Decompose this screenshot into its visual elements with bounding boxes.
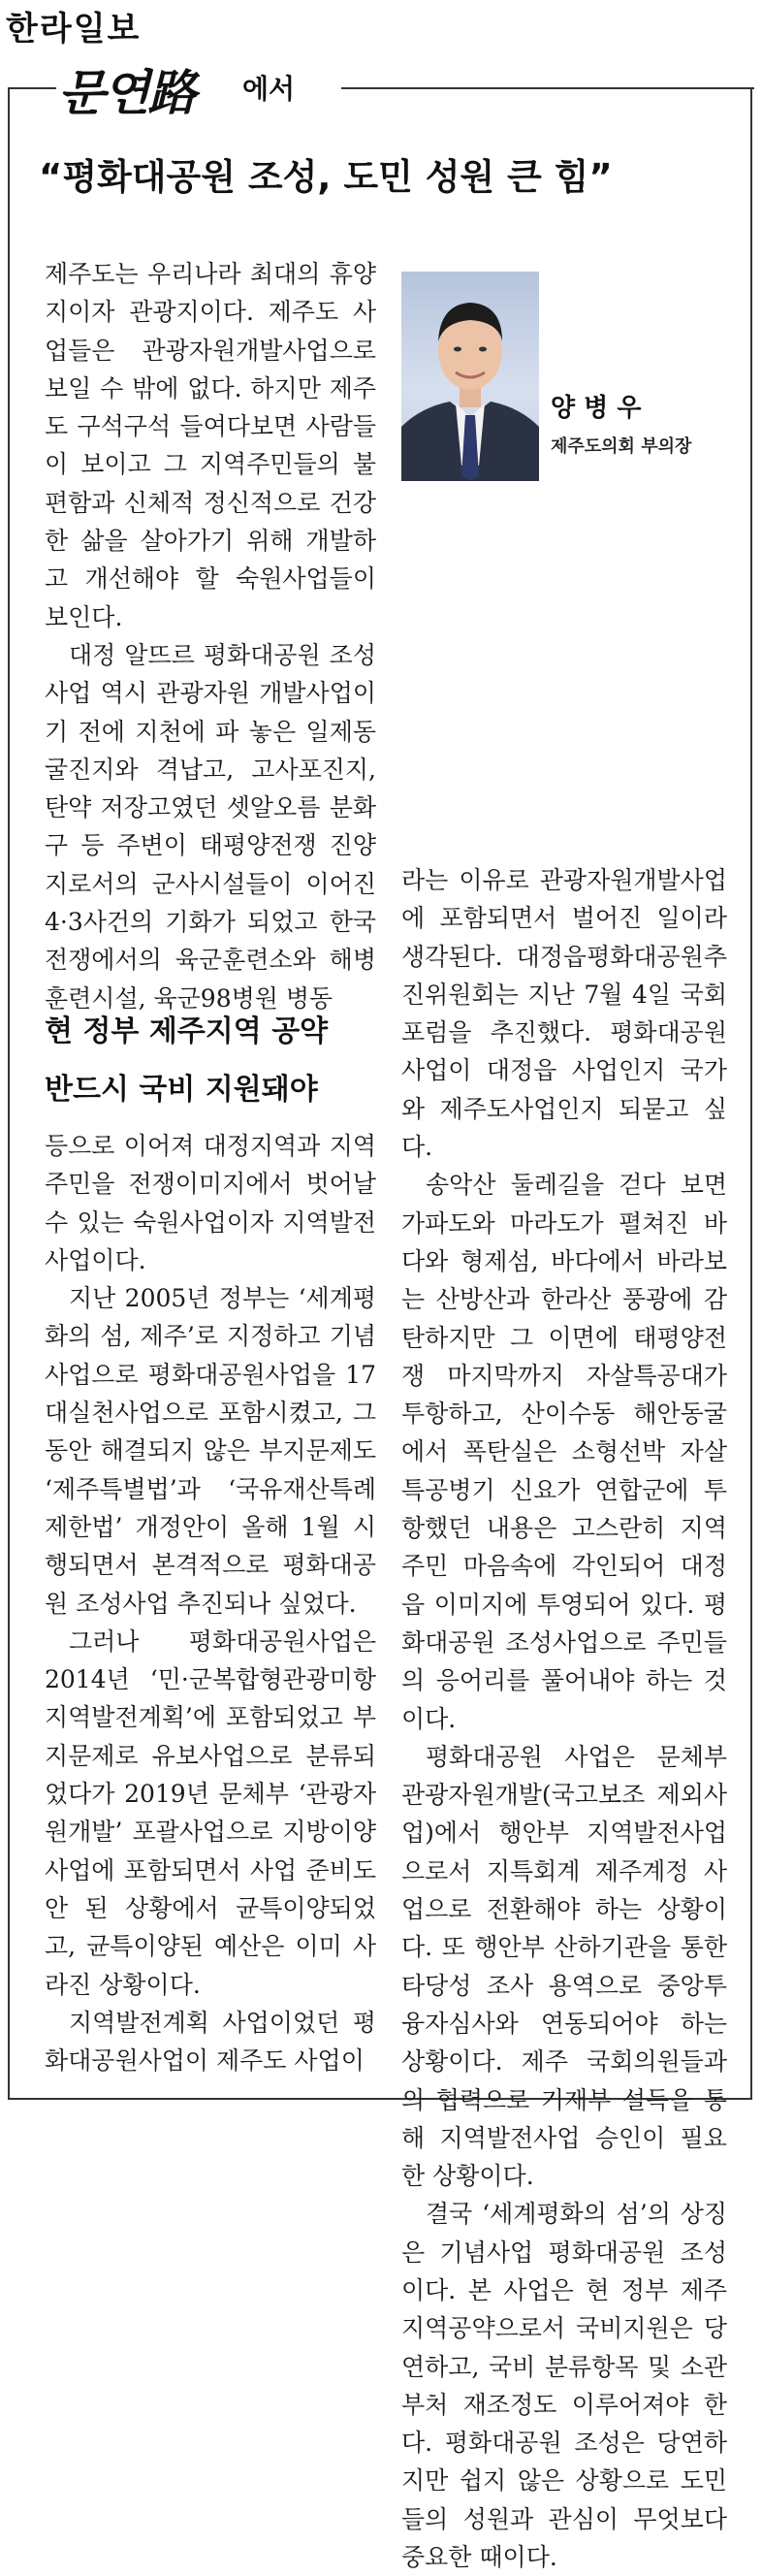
body-column-left-bottom [45,1127,376,2079]
newspaper-name: 한라일보 [6,10,142,48]
paragraph: 그러나 평화대공원사업은 2014년 ‘민·군복합형관광미항 지역발전계획’에 포함되었고 부지문제로 유보사업으로 분류되었다가 2019년 문체부 ‘관광자원개발’ 포괄사업으로 지방이양사업에 포함되면서 사업 준비도 안 된 상황에서 균특이양되었고, 균특이양된 예산은 이미 사라진 상황이다. [45,1626,376,1999]
portrait-photo-icon [401,272,539,481]
subhead-line-2: 반드시 국비 지원돼야 [45,1073,318,1107]
paragraph: 등으로 이어져 대정지역과 지역주민을 전쟁이미지에서 벗어날 수 있는 숙원사업이자 지역발전사업이다. [45,1132,376,1274]
paragraph: 지난 2005년 정부는 ‘세계평화의 섬, 제주’로 지정하고 기념사업으로 평화대공원사업을 17대실천사업으로 포함시켰고, 그동안 해결되지 않은 부지문제도 ‘제주특별법’과 ‘국유재산특례제한법’ 개정안이 올해 1월 시행되면서 본격적으로 평화대공원 조성사업 추진되나 싶었다. [45,1284,376,1618]
subhead-line-1: 현 정부 제주지역 공약 [45,1014,329,1048]
column-suffix: 에서 [242,73,296,105]
paragraph: 대정 알뜨르 평화대공원 조성사업 역시 관광자원 개발사업이기 전에 지천에 파 놓은 일제동굴진지와 격납고, 고사포진지, 탄약 저장고였던 셋알오름 분화구 등 주변이 태평양전쟁 진양지로서의 군사시설들이 이어진 4·3사건의 기화가 되었고 한국전쟁에서의 육군훈련소와 해병훈련시설, 육군98병원 병동 [45,640,376,1013]
column-logo: 문연路 [58,64,195,121]
author-name: 양 병 우 [551,394,642,423]
paragraph: 제주도는 우리나라 최대의 휴양 지이자 관광지이다. 제주도 사업들은 관광자원개발사업으로 보일 수 밖에 없다. 하지만 제주도 구석구석 들여다보면 사람들이 보이고 그 지역주민들의 불편함과 신체적 정신적으로 건강한 삶을 살아가기 위해 개발하고 개선해야 할 숙원사업들이 보인다. [45,260,376,631]
subhead [45,1003,374,1119]
author-title: 제주도의회 부의장 [551,436,692,457]
paragraph: 지역발전계획 사업이었던 평화대공원사업이 제주도 사업이 [45,2008,376,2076]
author-photo [401,272,539,481]
paragraph: 송악산 둘레길을 걷다 보면 가파도와 마라도가 펼쳐진 바다와 형제섬, 바다에서 바라보는 산방산과 한라산 풍광에 감탄하지만 그 이면에 태평양전쟁 마지막까지 자살특공대가 투항하고, 산이수동 해안동굴에서 폭탄실은 소형선박 자살특공병기 신요가 연합군에 투항했던 내용은 고스란히 지역주민 마음속에 각인되어 대정읍 이미지에 투영되어 있다. 평화대공원 조성사업으로 주민들의 응어리를 풀어내야 하는 것이다. [401,1171,727,1733]
paragraph: 라는 이유로 관광자원개발사업에 포함되면서 벌어진 일이라 생각된다. 대정읍평화대공원추진위원회는 지난 7월 4일 국회포럼을 추진했다. 평화대공원사업이 대정읍 사업인지 국가와 제주도사업인지 되묻고 싶다. [401,866,727,1162]
paragraph: 결국 ‘세계평화의 섬’의 상징은 기념사업 평화대공원 조성이다. 본 사업은 현 정부 제주지역공약으로서 국비지원은 당연하고, 국비 분류항목 및 소관부처 재조정도 이루어져야 한다. 평화대공원 조성은 당연하지만 쉽지 않은 상황으로 도민들의 성원과 관심이 무엇보다 중요한 때이다. [401,2200,727,2572]
headline: “평화대공원 조성, 도민 성원 큰 힘” [39,156,613,198]
body-column-left-top [45,255,376,1017]
body-column-right [401,861,727,2576]
paragraph: 평화대공원 사업은 문체부 관광자원개발(국고보조 제외사업)에서 행안부 지역발전사업으로서 지특회계 제주계정 사업으로 전환해야 하는 상황이다. 또 행안부 산하기관을 통한 타당성 조사 용역으로 중앙투융자심사와 연동되어야 하는 상황이다. 제주 국회의원들과의 협력으로 기재부 설득을 통해 지역발전사업 승인이 필요한 상황이다. [401,1742,727,2191]
